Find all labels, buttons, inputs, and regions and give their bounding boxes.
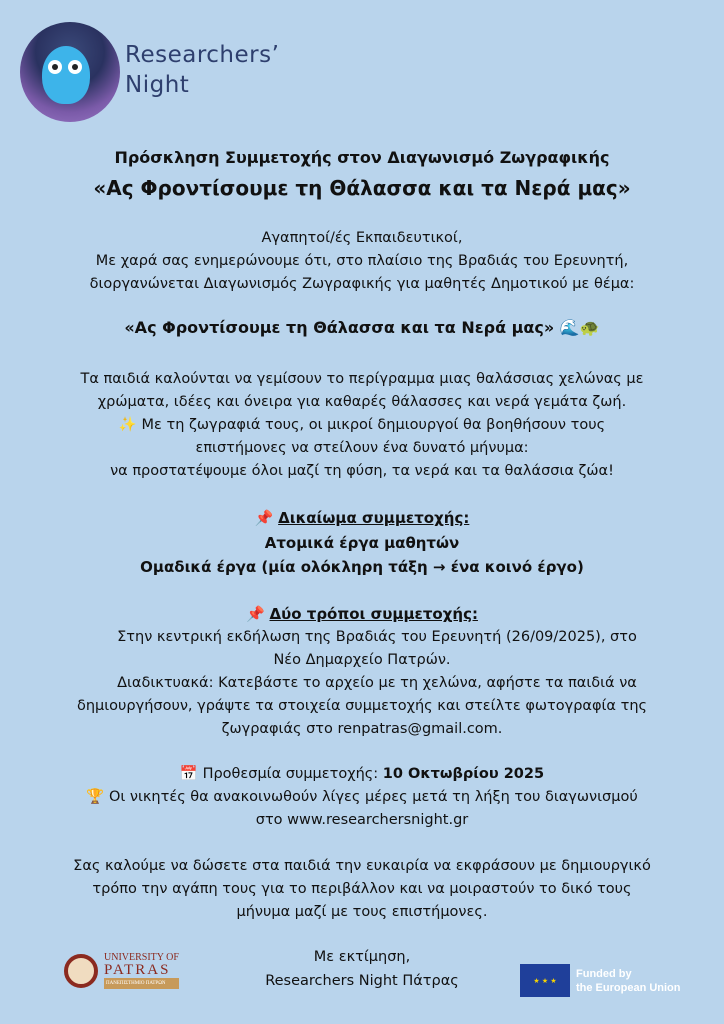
eligibility [0,506,724,580]
university-line: UNIVERSITY OF [104,952,179,963]
eligibility-item: Ομαδικά έργα (μία ολόκληρη τάξη → ένα κοινό έργο) [140,558,584,576]
signature-line: Με εκτίμηση, [313,949,411,965]
closing [0,855,724,924]
description-line: επιστήμονες να στείλουν ένα δυνατό μήνυμα: [195,440,529,456]
brand-line-2: Night [125,72,190,98]
ways-line: Στην κεντρική εκδήλωση της Βραδιάς του Ερευνητή (26/09/2025), στο [117,629,637,645]
wave-turtle-icon: 🌊🐢 [559,318,600,337]
brand-name [125,40,279,100]
university-greek-name: ΠΑΝΕΠΙΣΤΗΜΙΟ ΠΑΤΡΩΝ [104,978,179,989]
intro-line: διοργανώνεται Διαγωνισμός Ζωγραφικής για μαθητές Δημοτικού με θέμα: [89,276,635,292]
ways-heading: Δύο τρόποι συμμετοχής: [269,605,478,623]
description-line: χρώματα, ιδέες και όνειρα για καθαρές θάλασσες και νερά γεμάτα ζωή. [97,394,627,410]
pin-icon: 📌 [246,605,265,623]
calendar-icon: 📅 [179,766,198,782]
university-of-patras-logo [64,952,179,989]
eligibility-heading: Δικαίωμα συμμετοχής: [278,509,470,527]
ways-line: ζωγραφιάς στο renpatras@gmail.com. [221,721,503,737]
winners-line: Οι νικητές θα ανακοινωθούν λίγες μέρες μετά τη λήξη του διαγωνισμού [108,789,638,805]
closing-line: τρόπο την αγάπη τους για το περιβάλλον και να μοιραστούν το δικό τους [92,881,632,897]
participation-ways [0,603,724,741]
intro-line: Αγαπητοί/ές Εκπαιδευτικοί, [261,230,463,246]
description-line: Τα παιδιά καλούνται να γεμίσουν το περίγραμμα μιας θαλάσσιας χελώνας με [80,371,644,387]
deadline-winners [0,763,724,832]
intro [0,227,724,296]
trophy-icon: 🏆 [86,789,105,805]
signature-line: Researchers Night Πάτρας [265,973,459,989]
university-seal-icon [64,954,98,988]
title-line-1: Πρόσκληση Συμμετοχής στον Διαγωνισμό Ζωγραφικής [114,148,610,167]
ways-line: Διαδικτυακά: Κατεβάστε το αρχείο με τη χελώνα, αφήστε τα παιδιά να [117,675,637,691]
website-link[interactable]: στο www.researchersnight.gr [255,812,469,828]
eligibility-item: Ατομικά έργα μαθητών [264,533,460,552]
closing-line: Σας καλούμε να δώσετε στα παιδιά την ευκαιρία να εκφράσουν με δημιουργικό [73,858,651,874]
intro-line: Με χαρά σας ενημερώνουμε ότι, στο πλαίσιο της Βραδιάς του Ερευνητή, [95,253,629,269]
pin-icon: 📌 [254,509,274,527]
deadline-date: 10 Οκτωβρίου 2025 [382,766,545,782]
ways-line: Νέο Δημαρχείο Πατρών. [273,652,451,668]
theme-text: «Ας Φροντίσουμε τη Θάλασσα και τα Νερά μας» [124,318,555,337]
university-name: PATRAS [104,962,171,978]
description [0,368,724,483]
title-line-2: «Ας Φροντίσουμε τη Θάλασσα και τα Νερά μας» [93,176,631,200]
description-line: να προστατέψουμε όλοι μαζί τη φύση, τα νερά και τα θαλάσσια ζώα! [110,463,614,479]
researchers-night-logo [20,22,120,122]
ways-line: δημιουργήσουν, γράψτε τα στοιχεία συμμετοχής και στείλτε φωτογραφία της [76,698,648,714]
description-line: ✨ Με τη ζωγραφιά τους, οι μικροί δημιουργοί θα βοηθήσουν τους [118,417,606,433]
owl-mascot-icon [42,46,90,104]
eu-funding-logo [520,964,681,997]
deadline-label: Προθεσμία συμμετοχής: [202,766,383,782]
theme [0,318,724,337]
closing-line: μήνυμα μαζί με τους επιστήμονες. [236,904,488,920]
eu-flag-icon: ★ ★ ★ [520,964,570,997]
eu-line: the European Union [576,981,681,994]
eu-line: Funded by [576,967,632,980]
brand-line-1: Researchers’ [125,42,280,68]
